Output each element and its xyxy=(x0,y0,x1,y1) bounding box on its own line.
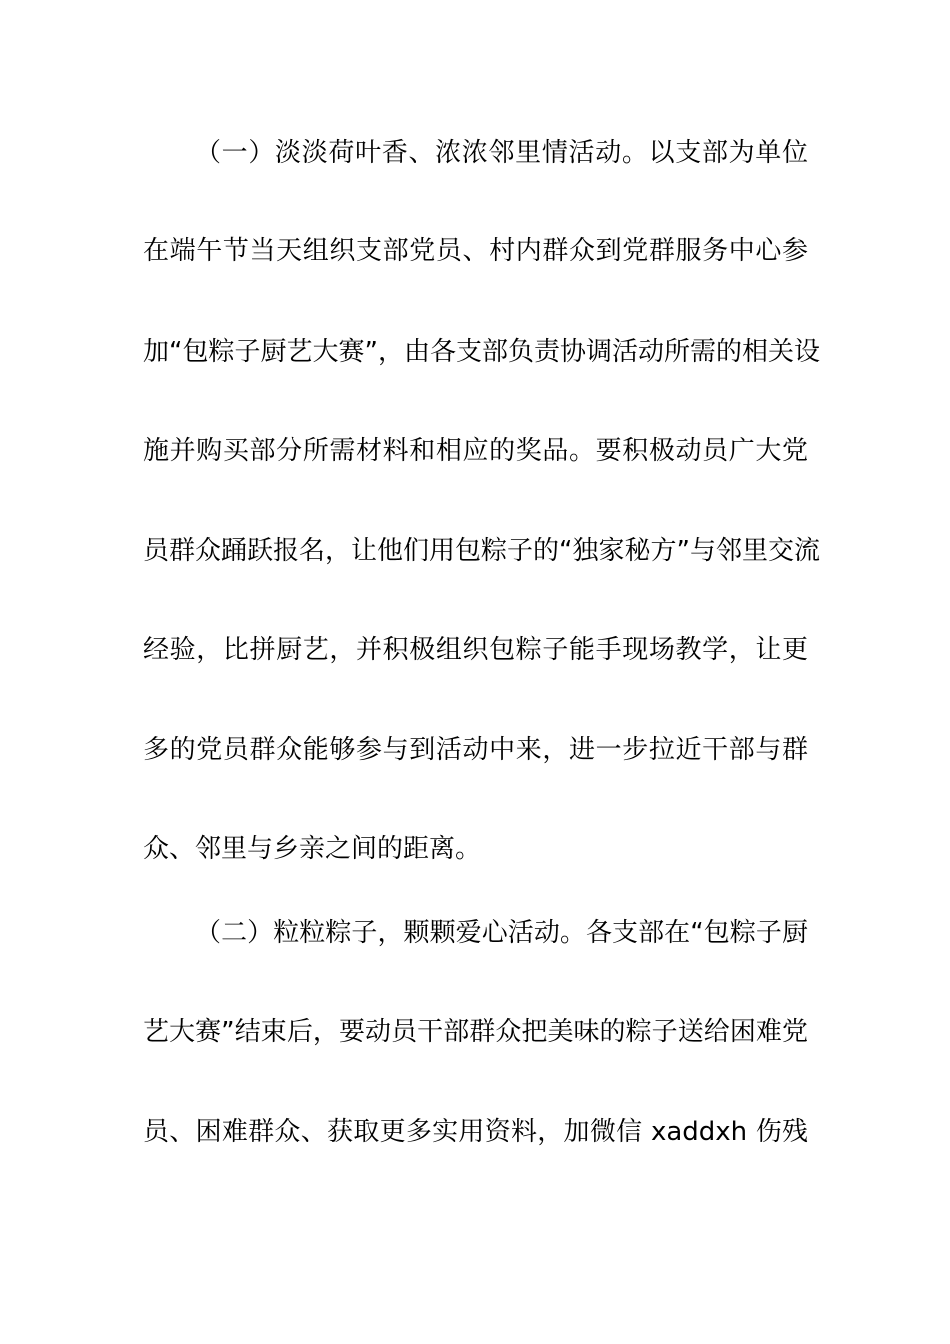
paragraph-1-line-4: 施并购买部分所需材料和相应的奖品。要积极动员广大党 xyxy=(143,436,808,466)
paragraph-2-line-3: 员、困难群众、获取更多实用资料，加微信 xaddxh 伤残 xyxy=(143,1117,808,1147)
paragraph-2-line-1: （二）粒粒粽子，颗颗爱心活动。各支部在“包粽子厨 xyxy=(195,918,808,948)
paragraph-1-line-7: 多的党员群众能够参与到活动中来，进一步拉近干部与群 xyxy=(143,735,808,765)
paragraph-1-line-1: （一）淡淡荷叶香、浓浓邻里情活动。以支部为单位 xyxy=(195,138,808,168)
paragraph-1-line-6: 经验，比拼厨艺，并积极组织包粽子能手现场教学，让更 xyxy=(143,635,808,665)
paragraph-1-line-2: 在端午节当天组织支部党员、村内群众到党群服务中心参 xyxy=(143,236,808,266)
paragraph-1-line-8: 众、邻里与乡亲之间的距离。 xyxy=(143,834,482,864)
paragraph-1-line-5: 员群众踊跃报名，让他们用包粽子的“独家秘方”与邻里交流 xyxy=(143,536,820,566)
paragraph-2-line-2: 艺大赛”结束后，要动员干部群众把美味的粽子送给困难党 xyxy=(143,1017,808,1047)
paragraph-1-line-3: 加“包粽子厨艺大赛”，由各支部负责协调活动所需的相关设 xyxy=(143,337,820,367)
